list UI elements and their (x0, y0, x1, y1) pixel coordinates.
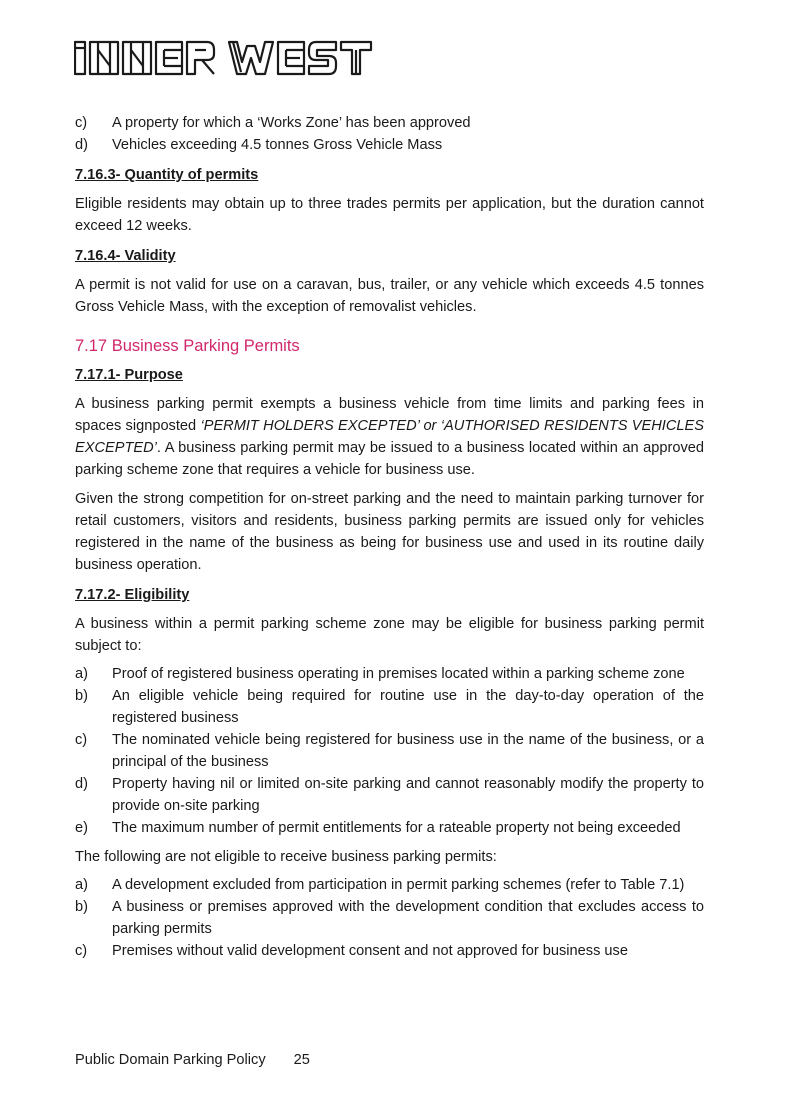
list-item: d) Vehicles exceeding 4.5 tonnes Gross Vehicle Mass (75, 137, 443, 153)
eligibility-list (75, 663, 704, 839)
document-body (75, 112, 704, 962)
paragraph: Given the strong competition for on-street parking and the need to maintain parking turnover for retail customers, visitors and residents, business parking permits are issued only for vehicles registered in the name of the business as being for business use and used in its routine daily business operation. (75, 491, 704, 573)
paragraph: The following are not eligible to receive business parking permits: (75, 849, 497, 865)
section-title-7-17: 7.17 Business Parking Permits (75, 337, 300, 355)
list-item: c) A property for which a ‘Works Zone’ has been approved (75, 115, 471, 131)
list-item: d) Property having nil or limited on-site parking and cannot reasonably modify the property to provide on-site parking (75, 776, 704, 814)
signage-text: ‘PERMIT HOLDERS EXCEPTED’ or ‘AUTHORISED RESIDENTS VEHICLES EXCEPTED’ (75, 418, 704, 456)
list-item: a) Proof of registered business operating in premises located within a parking scheme zone (75, 666, 685, 682)
page-number: 25 (293, 1052, 310, 1068)
section-heading-7-17-2: 7.17.2- Eligibility (75, 587, 190, 603)
footer-title: Public Domain Parking Policy (75, 1052, 266, 1068)
section-heading-7-16-3: 7.16.3- Quantity of permits (75, 167, 259, 183)
not-eligible-list (75, 874, 704, 962)
paragraph: A business parking permit exempts a business vehicle from time limits and parking fees in spaces signposted ‘PERMIT HOLDERS EXCEPTED’ or ‘AUTHORISED RESIDENTS VEHICLES EXCEPTED’. A business parking permit may be issued to a business located within an approved parking scheme zone that requires a vehicle for business use. (75, 396, 704, 478)
list-item: c) The nominated vehicle being registered for business use in the name of the business, or a principal of the business (75, 732, 704, 770)
vehicle-exclusion-list (75, 112, 704, 156)
list-item: a) A development excluded from participation in permit parking schemes (refer to Table 7.1) (75, 877, 685, 893)
paragraph: Eligible residents may obtain up to three trades permits per application, but the duration cannot exceed 12 weeks. (75, 196, 704, 234)
inner-west-logo (74, 38, 374, 76)
section-heading-7-16-4: 7.16.4- Validity (75, 248, 176, 264)
list-item: b) A business or premises approved with the development condition that excludes access to parking permits (75, 899, 704, 937)
list-item: e) The maximum number of permit entitlements for a rateable property not being exceeded (75, 820, 681, 836)
paragraph: A business within a permit parking scheme zone may be eligible for business parking permit subject to: (75, 616, 704, 654)
list-item: c) Premises without valid development consent and not approved for business use (75, 943, 628, 959)
list-item: b) An eligible vehicle being required for routine use in the day-to-day operation of the registered business (75, 688, 704, 726)
page-footer (75, 1052, 310, 1068)
section-heading-7-17-1: 7.17.1- Purpose (75, 367, 183, 383)
paragraph: A permit is not valid for use on a caravan, bus, trailer, or any vehicle which exceeds 4.5 tonnes Gross Vehicle Mass, with the exception of removalist vehicles. (75, 277, 704, 315)
